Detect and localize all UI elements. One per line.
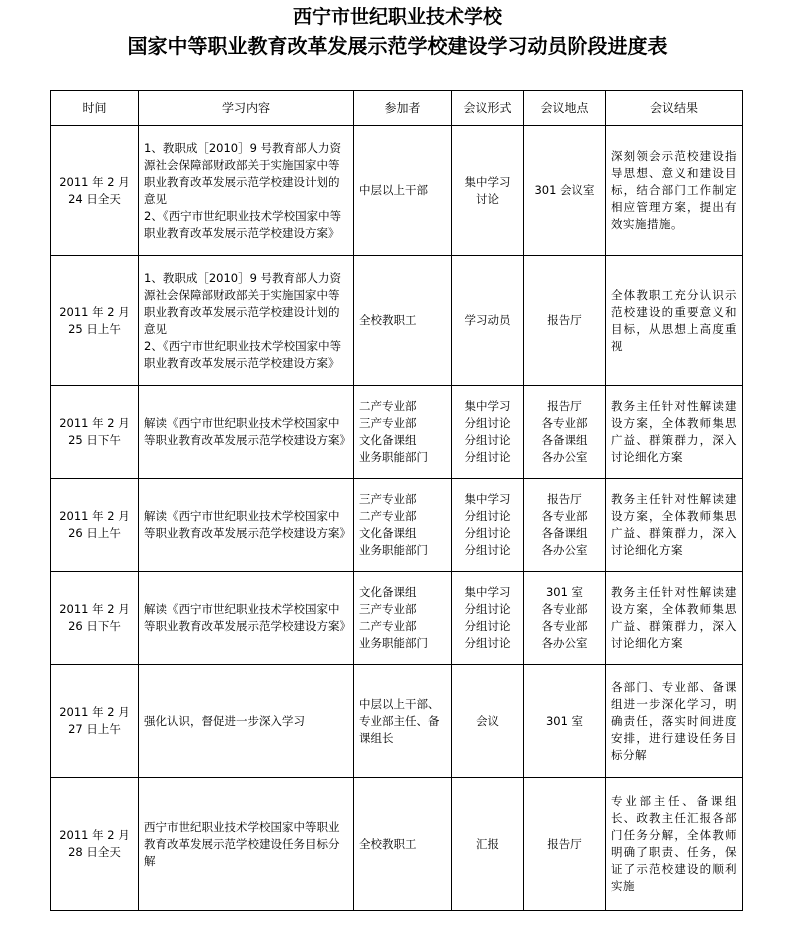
result-cell	[606, 572, 743, 665]
participants-cell-line: 二产专业部	[359, 509, 417, 523]
participants-cell-line: 中层以上干部、	[359, 696, 440, 711]
participants-cell-line: 三产专业部	[359, 416, 417, 430]
time-cell	[51, 572, 139, 665]
table-row	[51, 479, 743, 572]
form-cell-line: 分组讨论	[464, 543, 511, 557]
header-form: 会议形式	[452, 91, 524, 126]
place-cell-line: 各办公室	[541, 450, 588, 464]
form-cell-line: 汇报	[476, 836, 499, 851]
form-cell-line: 分组讨论	[464, 619, 511, 633]
place-cell-line: 各专业部	[541, 619, 588, 633]
place-cell-line: 报告厅	[547, 492, 582, 506]
form-cell	[452, 256, 524, 386]
participants-cell-line: 二产专业部	[359, 619, 417, 633]
form-cell-line: 分组讨论	[464, 636, 511, 650]
place-cell	[524, 479, 606, 572]
time-cell-line: 2011 年 2 月	[59, 828, 130, 842]
participants-cell	[354, 778, 452, 911]
form-cell-line: 集中学习	[464, 585, 511, 599]
result-cell	[606, 386, 743, 479]
participants-cell-line: 业务职能部门	[359, 543, 428, 557]
participants-cell	[354, 256, 452, 386]
form-cell-line: 分组讨论	[464, 433, 511, 447]
content-cell	[139, 386, 354, 479]
table-body	[51, 126, 743, 911]
place-cell-line: 报告厅	[547, 836, 582, 851]
participants-cell-line: 文化备课组	[359, 585, 417, 599]
time-cell	[51, 256, 139, 386]
participants-cell-line: 专业部主任、备	[359, 713, 440, 728]
time-cell	[51, 479, 139, 572]
result-cell	[606, 126, 743, 256]
table-row	[51, 665, 743, 778]
form-cell-line: 分组讨论	[464, 526, 511, 540]
form-cell-line: 分组讨论	[464, 602, 511, 616]
table-row	[51, 126, 743, 256]
content-cell	[139, 479, 354, 572]
result-cell-line: 专业部主任、备课组长、政教主任汇报各部门任务分解，全体教师明确了职责、任务，保证了示范校建设的顺利实施	[611, 794, 737, 893]
form-cell	[452, 386, 524, 479]
form-cell	[452, 126, 524, 256]
form-cell	[452, 572, 524, 665]
participants-cell-line: 全校教职工	[359, 836, 417, 851]
result-cell-line: 教务主任针对性解读建设方案，全体教师集思广益、群策群力，深入讨论细化方案	[611, 399, 737, 464]
content-cell-line: 2、《西宁市世纪职业技术学校国家中等职业教育改革发展示范学校建设方案》	[144, 208, 342, 240]
place-cell	[524, 572, 606, 665]
place-cell	[524, 778, 606, 911]
participants-cell-line: 二产专业部	[359, 399, 417, 413]
content-cell-line: 解读《西宁市世纪职业技术学校国家中等职业教育改革发展示范学校建设方案》	[144, 509, 351, 540]
form-cell	[452, 479, 524, 572]
place-cell-line: 各专业部	[541, 509, 588, 523]
result-cell	[606, 665, 743, 778]
result-cell-line: 教务主任针对性解读建设方案，全体教师集思广益、群策群力，深入讨论细化方案	[611, 492, 737, 557]
participants-cell-line: 文化备课组	[359, 433, 417, 447]
participants-cell-line: 三产专业部	[359, 602, 417, 616]
header-place: 会议地点	[524, 91, 606, 126]
place-cell-line: 各备课组	[541, 433, 588, 447]
form-cell-line: 集中学习	[464, 174, 511, 189]
form-cell-line: 集中学习	[464, 492, 511, 506]
participants-cell	[354, 572, 452, 665]
time-cell	[51, 126, 139, 256]
participants-cell	[354, 665, 452, 778]
result-cell	[606, 479, 743, 572]
place-cell	[524, 256, 606, 386]
place-cell-line: 301 室	[545, 713, 584, 728]
table-row	[51, 572, 743, 665]
document-title: 西宁市世纪职业技术学校	[292, 6, 502, 28]
table-row	[51, 778, 743, 911]
form-cell-line: 学习动员	[464, 313, 511, 327]
content-cell-line: 1、教职成［2010］9 号教育部人力资源社会保障部财政部关于实施国家中等职业教育改革发展示范学校建设计划的意见	[144, 140, 342, 206]
header-content: 学习内容	[139, 91, 354, 126]
participants-cell-line: 文化备课组	[359, 526, 417, 540]
header-time: 时间	[51, 91, 139, 126]
place-cell-line: 301 室	[545, 585, 584, 599]
form-cell-line: 集中学习	[464, 399, 511, 413]
participants-cell-line: 业务职能部门	[359, 450, 428, 464]
time-cell	[51, 778, 139, 911]
place-cell	[524, 386, 606, 479]
participants-cell-line: 全校教职工	[359, 313, 417, 327]
result-cell	[606, 256, 743, 386]
time-cell-line: 26 日上午	[68, 526, 121, 540]
form-cell-line: 分组讨论	[464, 509, 511, 523]
content-cell-line: 解读《西宁市世纪职业技术学校国家中等职业教育改革发展示范学校建设方案》	[144, 416, 351, 447]
time-cell	[51, 665, 139, 778]
table-header-row	[51, 91, 743, 126]
content-cell-line: 1、教职成［2010］9 号教育部人力资源社会保障部财政部关于实施国家中等职业教育改革发展示范学校建设计划的意见	[144, 270, 342, 336]
place-cell-line: 各专业部	[541, 416, 588, 430]
place-cell-line: 各办公室	[541, 636, 588, 650]
header-result: 会议结果	[606, 91, 743, 126]
participants-cell	[354, 479, 452, 572]
form-cell-line: 讨论	[476, 191, 499, 206]
result-cell-line: 各部门、专业部、备课组进一步深化学习，明确责任，落实时间进度安排，进行建设任务目标分解	[611, 679, 737, 762]
participants-cell-line: 三产专业部	[359, 492, 417, 506]
content-cell	[139, 256, 354, 386]
table-row	[51, 256, 743, 386]
place-cell-line: 报告厅	[547, 399, 582, 413]
result-cell-line: 全体教职工充分认识示范校建设的重要意义和目标，从思想上高度重视	[611, 287, 737, 353]
time-cell-line: 26 日下午	[68, 619, 121, 633]
time-cell-line: 25 日下午	[68, 433, 121, 447]
place-cell-line: 报告厅	[547, 313, 582, 327]
participants-cell	[354, 386, 452, 479]
content-cell-line: 西宁市世纪职业技术学校国家中等职业教育改革发展示范学校建设任务目标分解	[144, 819, 340, 868]
place-cell	[524, 126, 606, 256]
time-cell	[51, 386, 139, 479]
place-cell-line: 301 会议室	[534, 183, 595, 197]
content-cell-line: 强化认识，督促进一步深入学习	[144, 713, 305, 728]
content-cell-line: 解读《西宁市世纪职业技术学校国家中等职业教育改革发展示范学校建设方案》	[144, 602, 351, 633]
content-cell	[139, 778, 354, 911]
place-cell-line: 各专业部	[541, 602, 588, 616]
place-cell-line: 各办公室	[541, 543, 588, 557]
time-cell-line: 2011 年 2 月	[59, 174, 130, 189]
participants-cell-line: 业务职能部门	[359, 636, 428, 650]
time-cell-line: 2011 年 2 月	[59, 602, 130, 616]
place-cell-line: 各备课组	[541, 526, 588, 540]
time-cell-line: 2011 年 2 月	[59, 304, 130, 319]
content-cell	[139, 126, 354, 256]
participants-cell	[354, 126, 452, 256]
content-cell	[139, 665, 354, 778]
result-cell-line: 深刻领会示范校建设指导思想、意义和建设目标，结合部门工作制定相应管理方案，提出有效实施措施。	[611, 149, 737, 231]
participants-cell-line: 中层以上干部	[359, 183, 428, 197]
header-participants: 参加者	[354, 91, 452, 126]
time-cell-line: 27 日上午	[68, 722, 121, 736]
content-cell	[139, 572, 354, 665]
content-cell-line: 2、《西宁市世纪职业技术学校国家中等职业教育改革发展示范学校建设方案》	[144, 338, 342, 370]
time-cell-line: 25 日上午	[68, 321, 121, 336]
document-subtitle: 国家中等职业教育改革发展示范学校建设学习动员阶段进度表	[127, 34, 668, 58]
form-cell	[452, 778, 524, 911]
time-cell-line: 24 日全天	[68, 191, 121, 206]
form-cell-line: 会议	[476, 713, 499, 728]
form-cell-line: 分组讨论	[464, 416, 511, 430]
form-cell	[452, 665, 524, 778]
schedule-table	[50, 90, 743, 911]
table-row	[51, 386, 743, 479]
time-cell-line: 2011 年 2 月	[59, 705, 130, 719]
form-cell-line: 分组讨论	[464, 450, 511, 464]
participants-cell-line: 课组长	[359, 730, 394, 745]
time-cell-line: 2011 年 2 月	[59, 416, 130, 430]
time-cell-line: 2011 年 2 月	[59, 509, 130, 523]
time-cell-line: 28 日全天	[68, 845, 121, 859]
result-cell-line: 教务主任针对性解读建设方案，全体教师集思广益、群策群力，深入讨论细化方案	[611, 585, 737, 650]
result-cell	[606, 778, 743, 911]
place-cell	[524, 665, 606, 778]
